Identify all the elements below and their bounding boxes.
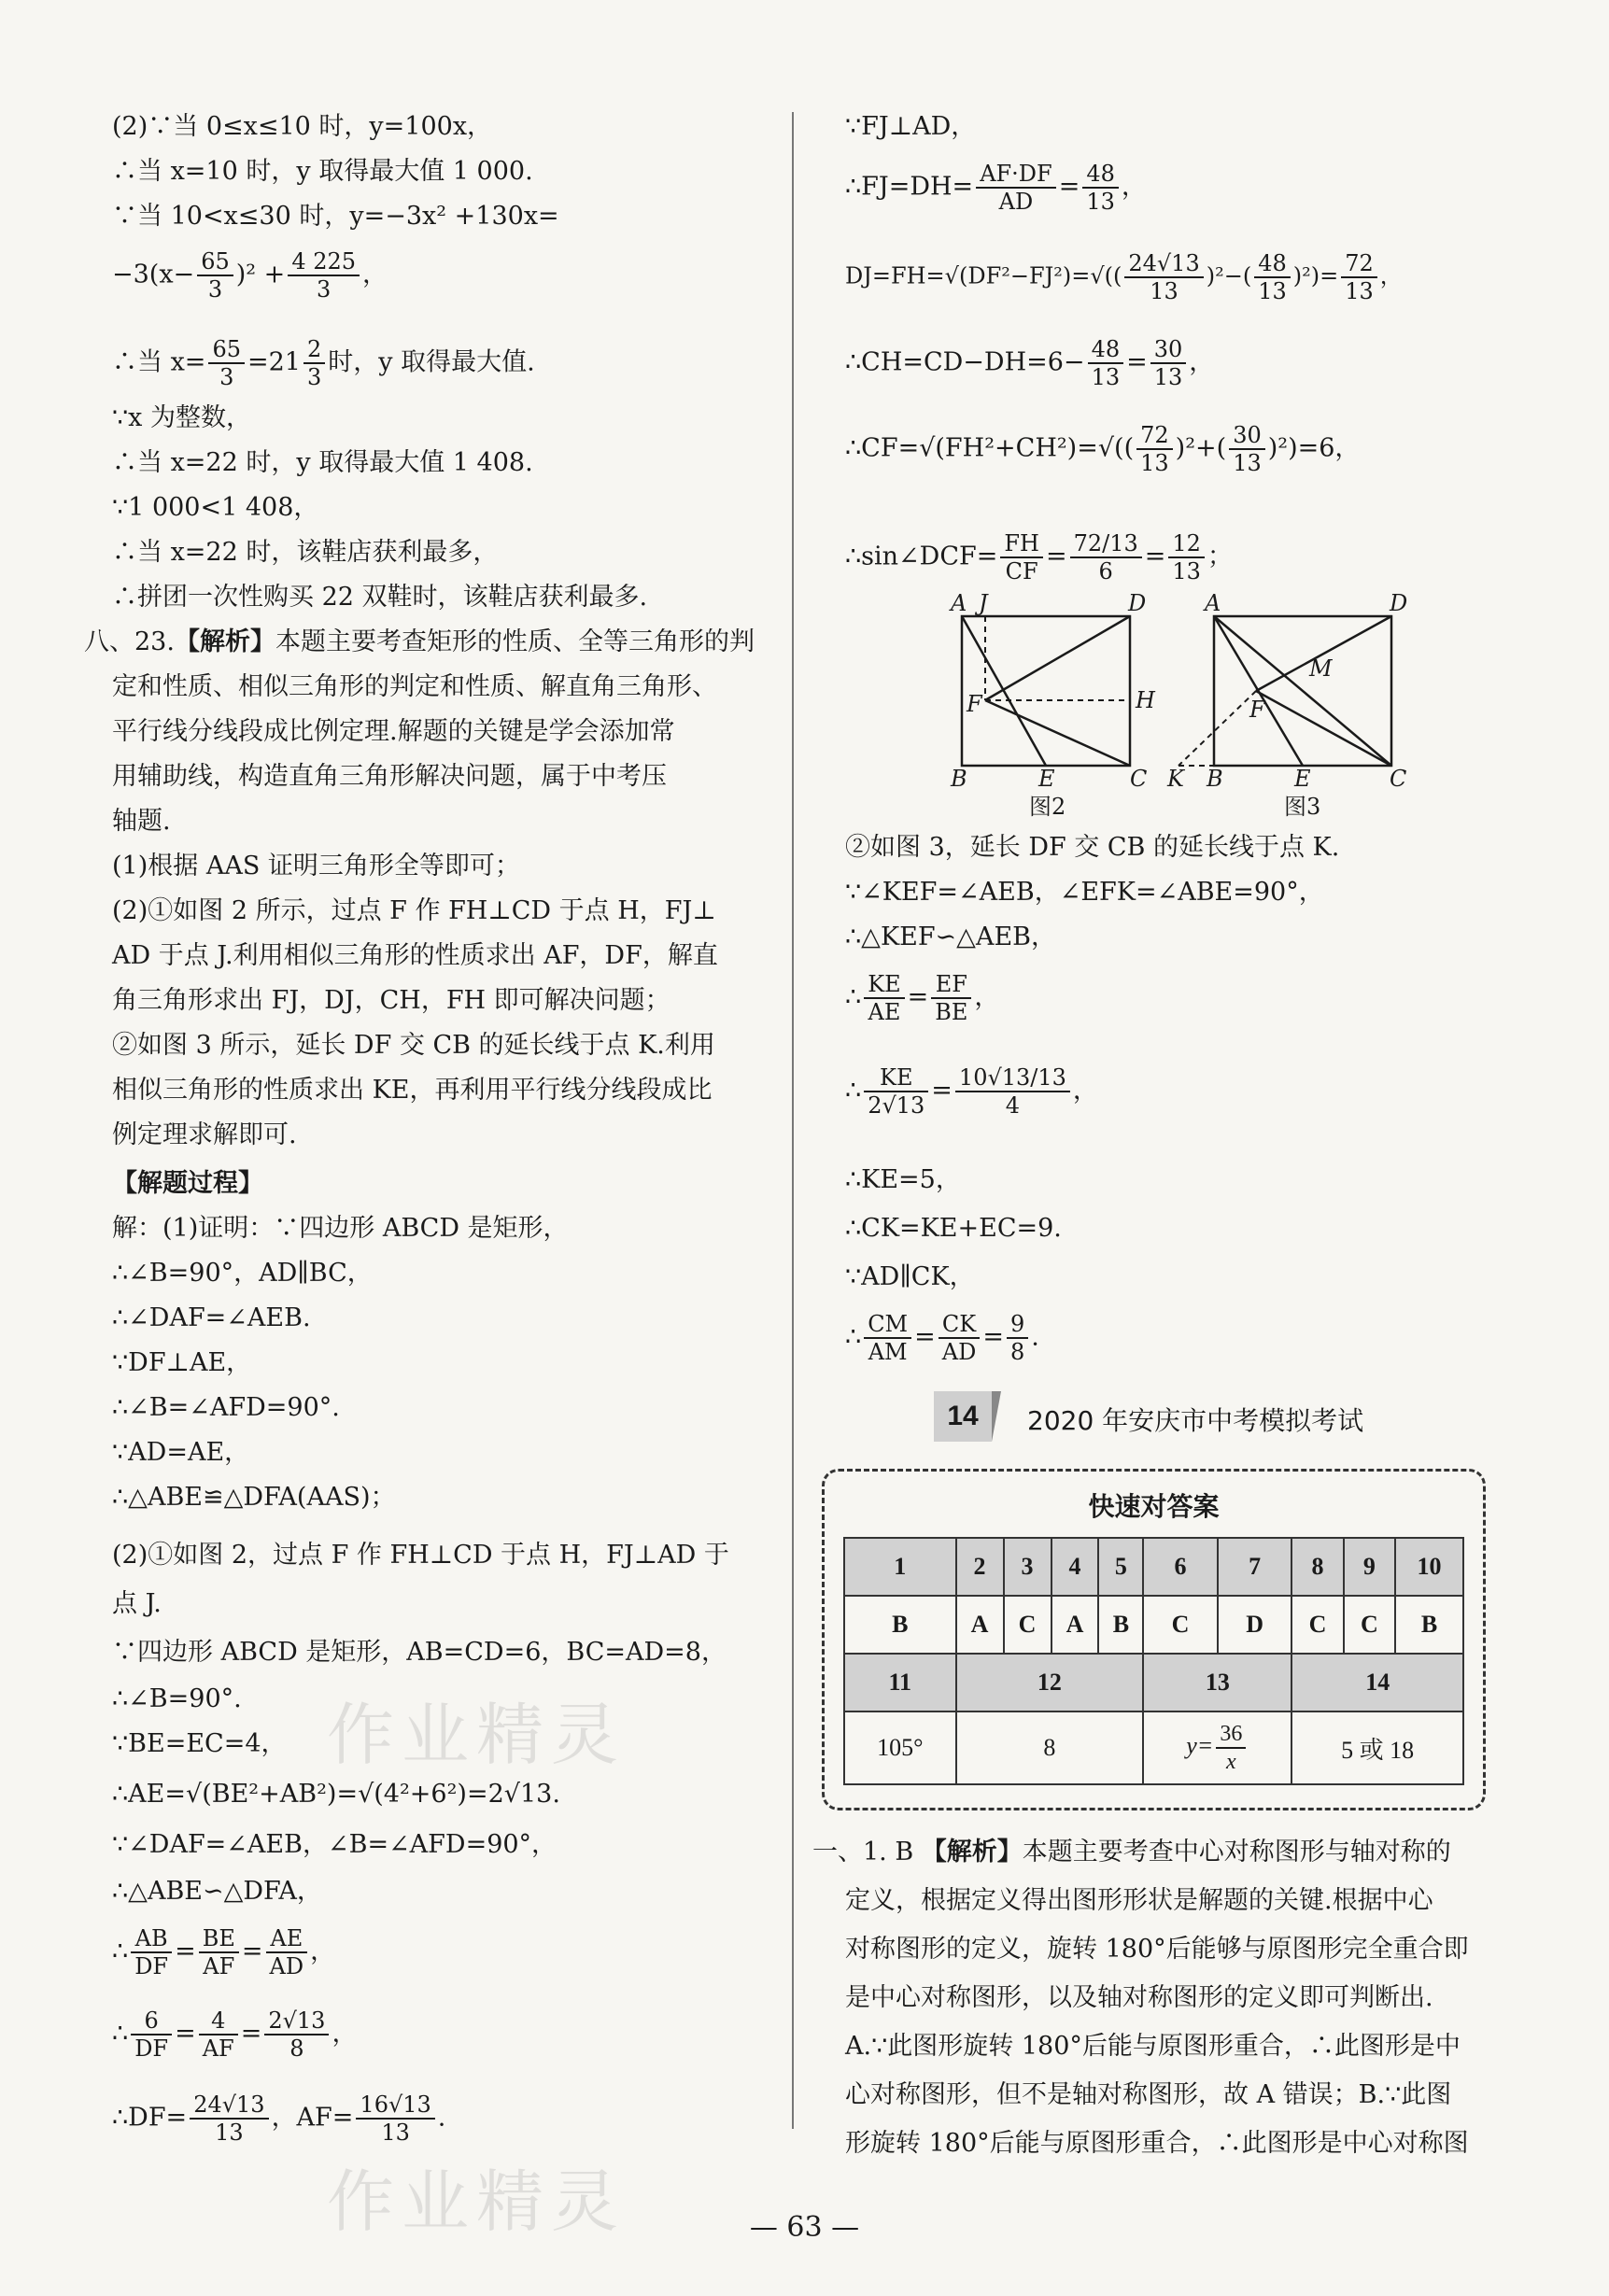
text-line: ∴CH=CD−DH=6− $\frac{48}{13}$ = $\frac{30}{13}$ ，: [845, 336, 1215, 390]
table-cell: A: [1051, 1596, 1099, 1654]
text-line: 对称图形的定义，旋转 180°后能够与原图形完全重合即: [845, 1935, 1469, 1964]
text-line: ∵AD∥CK，: [845, 1262, 975, 1291]
table-cell: 8: [1291, 1538, 1343, 1596]
quick-answer-title: 快速对答案: [1088, 1491, 1220, 1522]
text-line: ∴CF=√(FH²+CH²)=√(( $\frac{72}{13}$ )²+( $\frac{30}{13}$ )²)=6，: [845, 422, 1361, 476]
text-line: 用辅助线，构造直角三角形解决问题，属于中考压: [112, 762, 667, 791]
label-D: D: [1390, 590, 1408, 616]
table-cell: 4: [1051, 1538, 1099, 1596]
figure-2-caption: 图2: [1029, 794, 1066, 820]
text-line: ∵∠DAF=∠AEB，∠B=∠AFD=90°，: [112, 1830, 558, 1859]
text-line: ∴△ABE∽△DFA，: [112, 1877, 322, 1906]
text-line: ∴KE=5，: [845, 1165, 961, 1194]
text-line: ∴∠B=90°.: [112, 1684, 242, 1713]
geometry-figures: [934, 590, 1419, 824]
text-line: 定和性质、相似三角形的判定和性质、解直角三角形、: [112, 672, 717, 701]
text-line: A.∵此图形旋转 180°后能与原图形重合，∴此图形是中: [845, 2032, 1461, 2061]
text-line: ∴ $\frac{KE}{2√13}$ = $\frac{10√13/13}{4}$ ，: [845, 1064, 1098, 1119]
label-E: E: [1294, 766, 1311, 792]
text-line: (2)①如图 2 所示，过点 F 作 FH⊥CD 于点 H，FJ⊥: [112, 896, 716, 925]
text-line: ∵1 000<1 408，: [112, 493, 319, 522]
label-A: A: [951, 590, 967, 616]
text-line: (2)∵当 0≤x≤10 时，y=100x，: [112, 112, 493, 141]
label-H: H: [1136, 687, 1155, 713]
table-cell: 6: [1143, 1538, 1218, 1596]
table-row: [844, 1711, 1463, 1784]
text-line: ②如图 3，延长 DF 交 CB 的延长线于点 K.: [845, 833, 1340, 862]
table-cell: 14: [1291, 1654, 1463, 1711]
table-cell: B: [1395, 1596, 1463, 1654]
table-row: [844, 1654, 1463, 1711]
table-cell: B: [844, 1596, 956, 1654]
watermark: 作业精灵: [327, 1696, 627, 1774]
table-cell: 5 或 18: [1291, 1711, 1463, 1784]
text-line: 例定理求解即可.: [112, 1120, 297, 1149]
text-line: ∴DF= $\frac{24√13}{13}$ ，AF= $\frac{16√13}{13}$ .: [112, 2092, 446, 2146]
label-C: C: [1390, 766, 1407, 792]
text-line: ∵BE=EC=4，: [112, 1729, 287, 1758]
text-line: 形旋转 180°后能与原图形重合，∴此图形是中心对称图: [845, 2129, 1469, 2158]
table-cell: C: [1291, 1596, 1343, 1654]
text-line: ∴当 x=22 时，该鞋店获利最多，: [112, 538, 499, 567]
label-A: A: [1205, 590, 1221, 616]
table-cell: 11: [844, 1654, 956, 1711]
text-line: ∵x 为整数，: [112, 403, 251, 432]
text-line: 轴题.: [112, 807, 171, 836]
label-F: F: [1249, 697, 1265, 723]
analysis-heading: 八、23.【解析】本题主要考查矩形的性质、全等三角形的判: [84, 627, 755, 656]
question-1-heading: 一、1. B 【解析】本题主要考查中心对称图形与轴对称的: [812, 1838, 1451, 1866]
watermark: 作业精灵: [327, 2162, 627, 2241]
text-line: ∴当 x= $\frac{65}{3}$ =21 $\frac{2}{3}$ 时，y 取得最大值.: [112, 336, 535, 390]
text-line: ∵∠KEF=∠AEB，∠EFK=∠ABE=90°，: [845, 878, 1324, 907]
text-line: ∵当 10<x≤30 时，y=−3x² +130x=: [112, 202, 559, 231]
text-line: ∴FJ=DH= $\frac{AF\cdot DF}{AD}$ = $\frac{48}{13}$ ，: [845, 161, 1147, 215]
label-K: K: [1167, 766, 1184, 792]
text-line: 角三角形求出 FJ，DJ，CH，FH 即可解决问题；: [112, 986, 670, 1015]
text-line: ∵DF⊥AE，: [112, 1348, 252, 1377]
text-line: 是中心对称图形，以及轴对称图形的定义即可判断出.: [845, 1983, 1433, 2012]
table-cell: 1: [844, 1538, 956, 1596]
text-line: −3(x− $\frac{65}{3}$ )² + $\frac{4 225}{3}$ ，: [112, 248, 388, 303]
text-line: ∴ $\frac{KE}{AE}$ = $\frac{EF}{BE}$ ，: [845, 971, 1000, 1025]
table-cell: 3: [1004, 1538, 1051, 1596]
text-line: ②如图 3 所示，延长 DF 交 CB 的延长线于点 K.利用: [112, 1031, 715, 1060]
label-C: C: [1130, 766, 1148, 792]
table-cell: 12: [956, 1654, 1144, 1711]
text-line: 平行线分线段成比例定理.解题的关键是学会添加常: [112, 717, 675, 746]
column-divider: [792, 112, 794, 2129]
table-cell: C: [1004, 1596, 1051, 1654]
label-E: E: [1038, 766, 1055, 792]
text-line: (2)①如图 2，过点 F 作 FH⊥CD 于点 H，FJ⊥AD 于: [112, 1541, 729, 1570]
text-line: ∵AD=AE，: [112, 1438, 250, 1467]
text-line: ∴△KEF∽△AEB，: [845, 923, 1056, 951]
table-cell: A: [956, 1596, 1004, 1654]
text-line: ∴△ABE≌△DFA(AAS)；: [112, 1483, 396, 1512]
text-line: ∴ $\frac{6}{DF}$ = $\frac{4}{AF}$ = $\frac{2√13}{8}$ ，: [112, 2007, 358, 2062]
text-line: ∴拼团一次性购买 22 双鞋时，该鞋店获利最多.: [112, 583, 648, 612]
table-cell: 9: [1344, 1538, 1395, 1596]
text-line: ∴CK=KE+EC=9.: [845, 1214, 1062, 1243]
text-line: 定义，根据定义得出图形形状是解题的关键.根据中心: [845, 1886, 1433, 1915]
solution-heading: 【解题过程】: [112, 1169, 263, 1198]
figure-2: [949, 590, 1156, 820]
text-line: ∴当 x=22 时，y 取得最大值 1 408.: [112, 448, 533, 477]
table-cell: 8: [956, 1711, 1144, 1784]
table-cell: 5: [1098, 1538, 1143, 1596]
table-cell: 7: [1218, 1538, 1292, 1596]
text-line: AD 于点 J.利用相似三角形的性质求出 AF，DF，解直: [112, 941, 718, 970]
table-cell: C: [1344, 1596, 1395, 1654]
text-line: 解：(1)证明：∵四边形 ABCD 是矩形，: [112, 1214, 569, 1243]
text-line: 相似三角形的性质求出 KE，再利用平行线分线段成比: [112, 1076, 713, 1105]
text-line: ∵FJ⊥AD，: [845, 112, 977, 141]
text-line: ∴ $\frac{AB}{DF}$ = $\frac{BE}{AF}$ = $\frac{AE}{AD}$ ，: [112, 1925, 336, 1979]
text-line: ∴∠B=∠AFD=90°.: [112, 1393, 340, 1422]
table-cell: B: [1098, 1596, 1143, 1654]
table-row: [844, 1538, 1463, 1596]
text-line: ∴∠B=90°，AD∥BC，: [112, 1259, 373, 1288]
text-line: 点 J.: [112, 1589, 162, 1618]
text-line: 心对称图形，但不是轴对称图形，故 A 错误；B.∵此图: [845, 2080, 1452, 2109]
text-line: ∴sin∠DCF= $\frac{FH}{CF}$ = $\frac{72/13}{6}$ = $\frac{12}{13}$ ；: [845, 530, 1233, 585]
table-cell: 105°: [844, 1711, 956, 1784]
page-number: — 63 —: [749, 2211, 860, 2244]
label-M: M: [1309, 655, 1333, 682]
text-line: ∴∠DAF=∠AEB.: [112, 1303, 311, 1332]
text-line: ∵四边形 ABCD 是矩形，AB=CD=6，BC=AD=8，: [112, 1638, 727, 1667]
label-J: J: [979, 590, 988, 616]
text-line: ∴ $\frac{CM}{AM}$ = $\frac{CK}{AD}$ = $\frac{9}{8}$ .: [845, 1311, 1039, 1365]
figure-3-caption: 图3: [1284, 794, 1321, 820]
label-B: B: [951, 766, 967, 792]
table-cell: 13: [1143, 1654, 1291, 1711]
section-title: 2020 年安庆市中考模拟考试: [1027, 1405, 1364, 1436]
table-cell: C: [1143, 1596, 1218, 1654]
label-B: B: [1207, 766, 1223, 792]
figure-3: [1166, 590, 1407, 820]
table-cell: 2: [956, 1538, 1004, 1596]
text-line: (1)根据 AAS 证明三角形全等即可；: [112, 852, 520, 880]
answer-table: [843, 1537, 1464, 1785]
table-cell: D: [1218, 1596, 1292, 1654]
text-line: ∴AE=√(BE²+AB²)=√(4²+6²)=2√13.: [112, 1780, 560, 1809]
table-cell: 10: [1395, 1538, 1463, 1596]
table-cell: y= $\frac{36}{x}$: [1143, 1711, 1291, 1784]
label-D: D: [1128, 590, 1147, 616]
text-line: ∴当 x=10 时，y 取得最大值 1 000.: [112, 157, 533, 186]
quick-answer-box: [822, 1469, 1486, 1810]
section-number-badge: 14: [934, 1391, 992, 1442]
table-row: [844, 1596, 1463, 1654]
text-line: DJ=FH=√(DF²−FJ²)=√(( $\frac{24√13}{13}$ )²−( $\frac{48}{13}$ )²)= $\frac{72}{13}$ ，: [845, 250, 1403, 304]
label-F: F: [967, 691, 982, 717]
